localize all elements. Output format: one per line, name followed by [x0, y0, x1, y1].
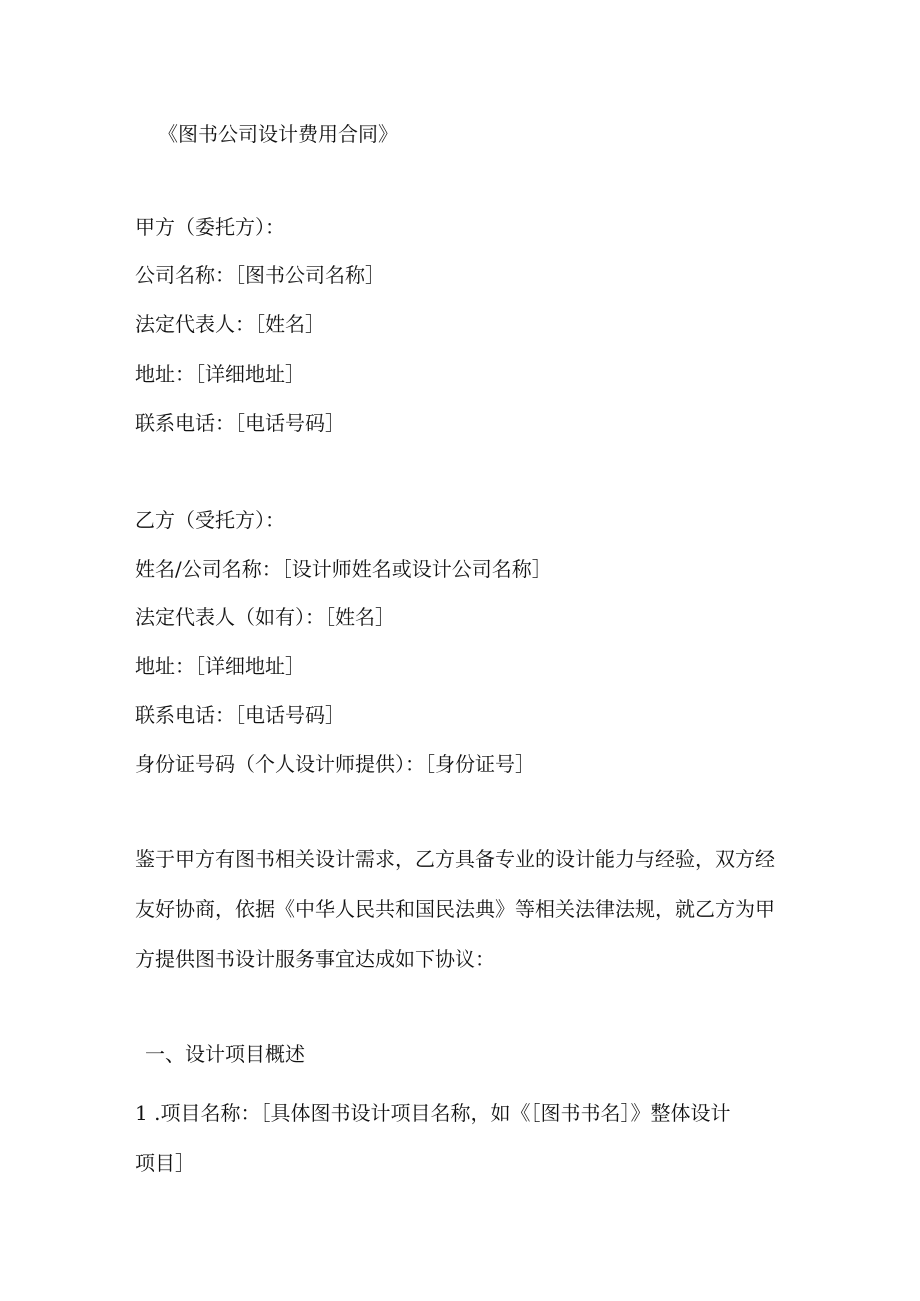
section-1-item-1: [135, 1088, 785, 1188]
item-line: 项目］: [135, 1151, 195, 1175]
party-b-legal-rep: 法定代表人（如有）：［姓名］: [135, 605, 395, 629]
item-line: 1 .项目名称：［具体图书设计项目名称，如《［图书书名］》整体设计: [135, 1101, 731, 1125]
party-a-heading: 甲方（委托方）：: [135, 215, 285, 239]
party-a-phone: 联系电话：［电话号码］: [135, 411, 345, 435]
party-b-id-number: 身份证号码（个人设计师提供）：［身份证号］: [135, 752, 535, 776]
preamble-line: 鉴于甲方有图书相关设计需求，乙方具备专业的设计能力与经验，双方经: [135, 847, 775, 871]
party-a-company: 公司名称：［图书公司名称］: [135, 263, 385, 287]
party-b-name: 姓名/公司名称：［设计师姓名或设计公司名称］: [135, 557, 552, 581]
preamble-line: 方提供图书设计服务事宜达成如下协议：: [135, 947, 495, 971]
party-b-phone: 联系电话：［电话号码］: [135, 703, 345, 727]
document-title: 《图书公司设计费用合同》: [158, 122, 398, 146]
party-a-legal-rep: 法定代表人：［姓名］: [135, 312, 325, 336]
section-1-heading: 一、设计项目概述: [145, 1042, 305, 1066]
party-b-address: 地址：［详细地址］: [135, 654, 305, 678]
preamble-line: 友好协商，依据《中华人民共和国民法典》等相关法律法规，就乙方为甲: [135, 897, 775, 921]
party-b-heading: 乙方（受托方）：: [135, 508, 285, 532]
party-a-address: 地址：［详细地址］: [135, 362, 305, 386]
preamble-paragraph: [135, 834, 785, 984]
